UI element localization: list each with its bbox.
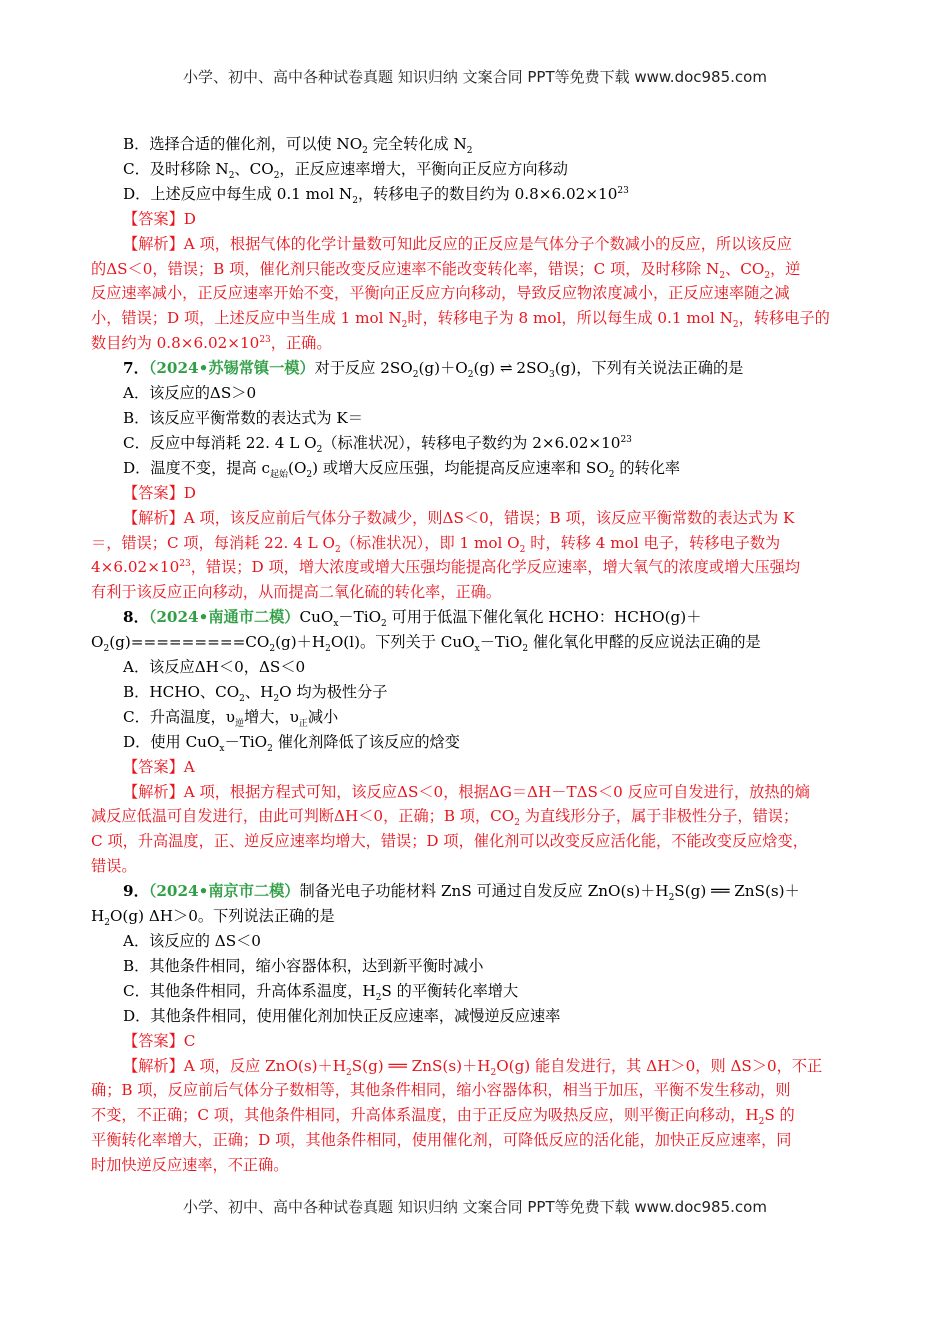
q8-stem-line2: $O_2(g)=========CO_2(g)+H_2O(l)$。下列关于 CuO$_x$－TiO$_2$ 催化氧化甲醛的反应说法正确的是 [91, 633, 761, 655]
q6-option-c: C．及时移除 $N_2$、$CO_2$，正反应速率增大，平衡向正反应方向移动 [123, 159, 568, 181]
q8-source: （2024•南通市二模） [148, 608, 300, 627]
equilibrium-arrow-icon: ⇌ [499, 359, 512, 378]
q6-answer: 【答案】D [123, 209, 196, 228]
q9-stem-line2: $H_2O(g)$ ΔH＞0。下列说法正确的是 [91, 907, 335, 929]
q8-explanation: 【解析】A 项，根据方程式可知，该反应ΔS＜0，根据ΔG＝ΔH－TΔS＜0 反应可自发进行，放热的熵 减反应低温可自发进行，由此可判断ΔH＜0，正确；B 项，$CO_2$ 为直线形分子，属于非极性分子，错误； C 项，升高温度，正、逆反应速率均增大，错误；D 项，催化剂可以改变反应活化能，不能改变反应焓变， 错误。 [91, 782, 810, 876]
q9-answer: 【答案】C [123, 1031, 196, 1050]
q7-stem: 7．（2024•苏锡常镇一模）对于反应 $2SO_2(g)+O_2(g)$ ⇌ $2SO_3(g)$，下列有关说法正确的是 [123, 359, 744, 381]
q9-option-d: D．其他条件相同，使用催化剂加快正反应速率，减慢逆反应速率 [123, 1006, 561, 1025]
q8-option-a: A．该反应ΔH＜0，ΔS＜0 [123, 658, 306, 677]
q6-option-d: D．上述反应中每生成 0.1 mol $N_2$，转移电子的数目约为 $0.8\times 6.02\times 10^{23}$ [123, 184, 629, 206]
page-footer: 小学、初中、高中各种试卷真题 知识归纳 文案合同 PPT等免费下载 www.doc985.com [183, 1198, 767, 1216]
q8-option-d: D．使用 CuO$_x$－TiO$_2$ 催化剂降低了该反应的焓变 [123, 732, 460, 754]
q9-stem-line1: 9．（2024•南京市二模）制备光电子功能材料 ZnS 可通过自发反应 $ZnO(s)+H_2S(g)$ ══ ZnS(s)＋ [123, 882, 800, 904]
q8-stem-line1: 8．（2024•南通市二模）CuO$_x$－TiO$_2$ 可用于低温下催化氧化 HCHO：HCHO(g)＋ [123, 608, 702, 630]
q9-option-b: B．其他条件相同，缩小容器体积，达到新平衡时减小 [123, 956, 484, 975]
q9-source: （2024•南京市二模） [148, 882, 300, 901]
q6-option-b: B．选择合适的催化剂，可以使 $NO_2$ 完全转化成 $N_2$ [123, 135, 473, 157]
q7-option-c: C．反应中每消耗 22. 4 L $O_2$（标准状况），转移电子数约为 $2\times 6.02\times 10^{23}$ [123, 433, 632, 455]
q9-option-c: C．其他条件相同，升高体系温度，$H_2S$ 的平衡转化率增大 [123, 981, 519, 1003]
page-header: 小学、初中、高中各种试卷真题 知识归纳 文案合同 PPT等免费下载 www.doc985.com [183, 68, 767, 86]
q8-option-b: B．HCHO、$CO_2$、$H_2O$ 均为极性分子 [123, 682, 388, 704]
q6-explanation: 【解析】A 项，根据气体的化学计量数可知此反应的正反应是气体分子个数减小的反应，所以该反应 的ΔS＜0，错误；B 项，催化剂只能改变反应速率不能改变转化率，错误；C 项，及时移除 $N_2$、$CO_2$，逆 反应速率减小，正反应速率开始不变，平衡向正反应方向移动，导致反应物浓度减小，正反应速率随之减 小，错误；D 项，上述反应中当生成 1 mol $N_2$时，转移电子为 8 mol，所以每生成 0.1 mol $N_2$，转移电子的 数目约为 $0.8\times 6.02\times 10^{23}$，正确。 [91, 234, 830, 353]
document-body [91, 132, 869, 1178]
q7-option-b: B．该反应平衡常数的表达式为 K＝ [123, 408, 363, 427]
q7-option-d: D．温度不变，提高 $c_{起始}(O_2)$ 或增大反应压强，均能提高反应速率和 $SO_2$ 的转化率 [123, 458, 681, 480]
q7-answer: 【答案】D [123, 483, 196, 502]
q7-explanation: 【解析】A 项，该反应前后气体分子数减少，则ΔS＜0，错误；B 项，该反应平衡常数的表达式为 K ＝，错误；C 项，每消耗 22. 4 L $O_2$（标准状况），即 1 mol $O_2$ 时，转移 4 mol 电子，转移电子数为 $4\times 6.02\times 10^{23}$，错误；D 项，增大浓度或增大压强均能提高化学反应速率，增大氧气的浓度或增大压强均 有利于该反应正向移动，从而提高二氧化硫的转化率，正确。 [91, 508, 801, 602]
q9-option-a: A．该反应的 ΔS＜0 [123, 932, 261, 950]
q9-explanation: 【解析】A 项，反应 $ZnO(s)+H_2S(g)$ ══ $ZnS(s)+H_2O(g)$ 能自发进行，其 ΔH＞0，则 ΔS＞0，不正 确；B 项，反应前后气体分子数相等，其他条件相同，缩小容器体积，相当于加压，平衡不发生移动，则 不变，不正确；C 项，其他条件相同，升高体系温度，由于正反应为吸热反应，则平衡正向移动，$H_2S$ 的 平衡转化率增大，正确；D 项，其他条件相同，使用催化剂，可降低反应的活化能，加快正反应速率，同 时加快逆反应速率，不正确。 [91, 1056, 823, 1175]
q7-option-a: A．该反应的ΔS＞0 [123, 384, 257, 403]
q7-source: （2024•苏锡常镇一模） [148, 359, 315, 378]
q8-answer: 【答案】A [123, 757, 195, 776]
q8-option-c: C．升高温度，$\upsilon_逆$增大，$\upsilon_正$减小 [123, 707, 339, 729]
